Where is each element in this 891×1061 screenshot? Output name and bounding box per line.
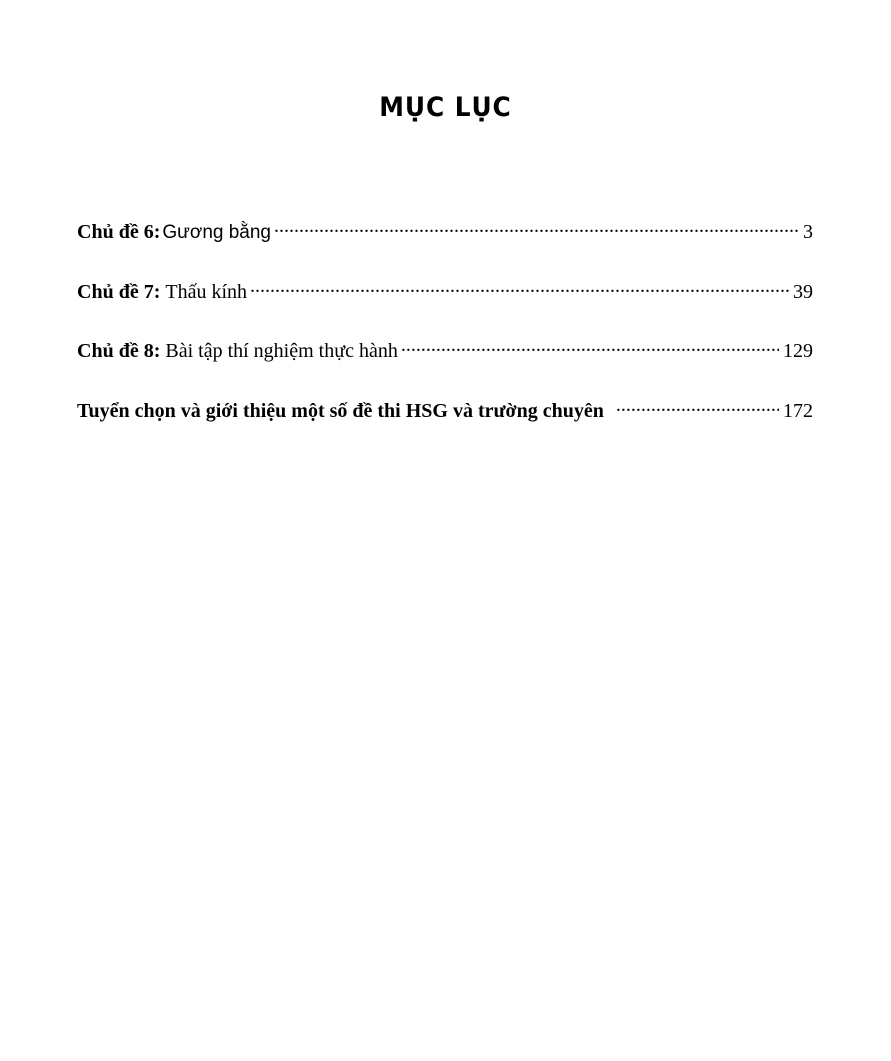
dot-leader (250, 278, 789, 298)
toc-entry-chapter-6[interactable] (77, 218, 813, 278)
toc-entry-page-number: 3 (803, 221, 813, 243)
toc-entry-selected-exams[interactable] (77, 397, 813, 457)
toc-entry-title: Tuyển chọn và giới thiệu một số đề thi HSG và trường chuyên (77, 399, 604, 422)
toc-entry-page-number: 39 (793, 280, 813, 303)
dot-leader (274, 218, 799, 238)
toc-entry-label: Chủ đề 7: (77, 280, 161, 303)
toc-entry-chapter-7[interactable] (77, 278, 813, 338)
dot-leader (401, 337, 779, 357)
toc-entry-title: Thấu kính (165, 280, 248, 303)
toc-entry-label: Chủ đề 6: (77, 221, 161, 243)
toc-entry-chapter-8[interactable] (77, 337, 813, 397)
toc-entry-title: Bài tập thí nghiệm thực hành (165, 340, 398, 362)
table-of-contents (77, 218, 813, 456)
toc-entry-title: Gương bằng (162, 222, 271, 243)
page-title: MỤC LỤC (379, 92, 512, 123)
dot-leader (616, 397, 779, 417)
toc-entry-page-number: 129 (783, 340, 813, 362)
toc-entry-label: Chủ đề 8: (77, 340, 161, 362)
toc-entry-page-number: 172 (783, 399, 813, 422)
